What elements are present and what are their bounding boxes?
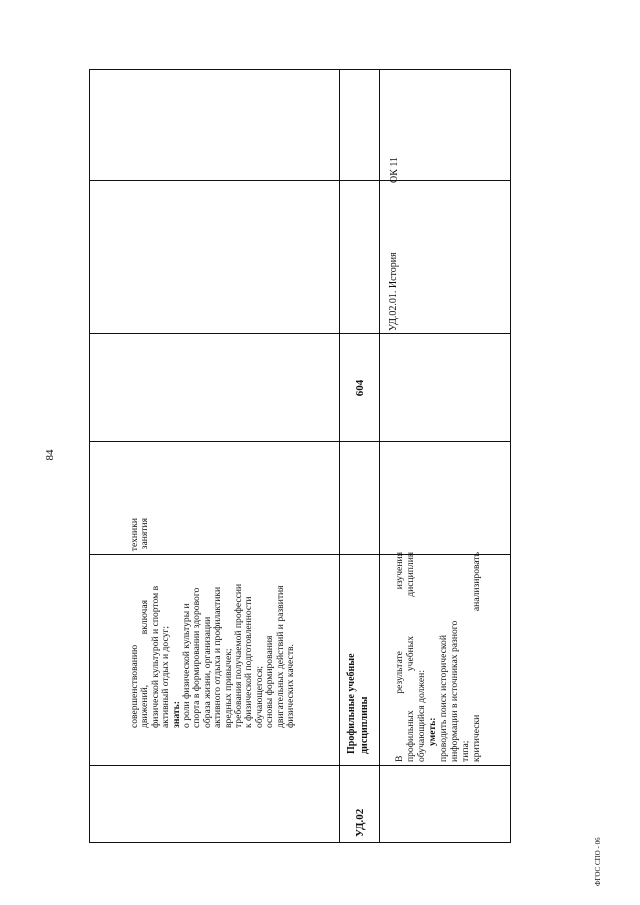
- row3-line-6: информации в источниках разного: [449, 620, 460, 762]
- row1-line-4: активный отдых и досуг;: [160, 626, 172, 728]
- column-divider-5: [89, 765, 511, 766]
- row1-line-14: основы формирования: [264, 635, 276, 728]
- row3-competence: ОК 11: [389, 156, 400, 183]
- row3-requirements-cell: [394, 552, 498, 762]
- row2-title-line-1: Профильные учебные: [346, 653, 357, 754]
- table-border-bottom: [89, 842, 511, 843]
- row1-line-12: к физической подготовленности: [243, 596, 255, 728]
- row3-line-7: типа;: [460, 740, 471, 762]
- row1-line-2: движений, включая занятия: [139, 518, 151, 728]
- row1-line-5: знать:: [170, 701, 182, 728]
- row3-line-3: обучающийся должен:: [416, 670, 427, 762]
- row1-line-11: требования получаемой профессии: [233, 583, 245, 728]
- row2-title-cell: [345, 554, 373, 754]
- table-border-right: [510, 69, 511, 843]
- row1-line-13: обучающегося;: [253, 665, 265, 728]
- page-number: 84: [44, 449, 56, 461]
- row1-line-15: двигательных действий и развития: [274, 585, 286, 728]
- row1-requirements-cell: [130, 518, 296, 728]
- row2-code: УД.02: [354, 808, 366, 837]
- table-border-left: [89, 69, 90, 843]
- column-divider-1: [89, 180, 511, 181]
- row-divider-1: [339, 69, 340, 843]
- row1-line-8: образа жизни, организации: [201, 616, 213, 728]
- row1-line-16: физических качеств.: [285, 644, 297, 728]
- document-footer: ФГОС СПО - 06: [594, 837, 602, 886]
- row3-subject: УД.02.01. История: [388, 252, 399, 331]
- row2-title-line-2: дисциплины: [359, 696, 370, 754]
- row3-line-5: проводить поиск исторической: [438, 635, 449, 762]
- row3-line-1: В результате изучения: [394, 552, 405, 762]
- row-divider-2: [379, 69, 380, 843]
- column-divider-3: [89, 441, 511, 442]
- row1-line-9: активного отдыха и профилактики: [212, 586, 224, 728]
- column-divider-2: [89, 333, 511, 334]
- row1-line-3: физической культурой и спортом в: [149, 585, 161, 728]
- row2-hours: 604: [354, 379, 366, 397]
- row3-line-4: уметь:: [427, 717, 438, 746]
- row1-line-7: спорта в формировании здорового: [191, 587, 203, 728]
- row1-line-1: совершенствованию техники: [129, 518, 140, 728]
- table-border-top: [89, 69, 511, 70]
- row3-line-8: критически анализировать: [471, 552, 482, 762]
- row1-line-6: о роли физической культуры и: [181, 603, 193, 728]
- row3-line-2: профильных учебных дисциплин: [405, 552, 416, 762]
- row1-line-10: вредных привычек;: [222, 648, 234, 728]
